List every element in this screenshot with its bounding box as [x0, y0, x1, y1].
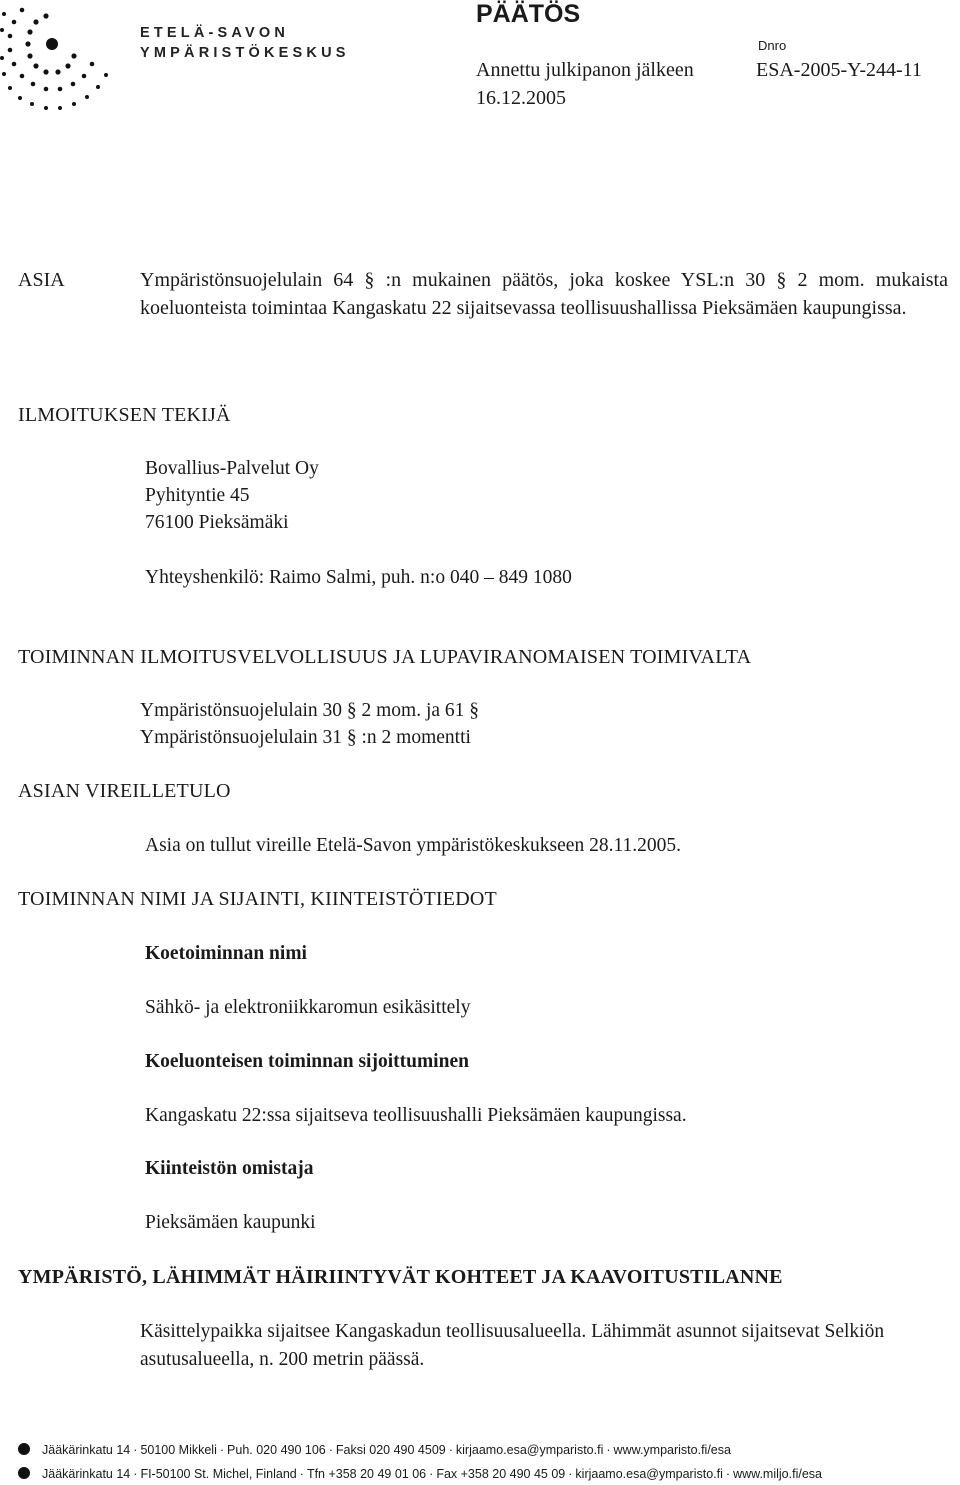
omistaja-text: Pieksämäen kaupunki	[145, 1212, 316, 1233]
omistaja-heading: Kiinteistön omistaja	[145, 1158, 314, 1179]
separator-dot: ·	[219, 1443, 225, 1457]
document-type: PÄÄTÖS	[476, 0, 581, 28]
asia-heading: ASIA	[18, 269, 65, 291]
dnro-label: Dnro	[758, 38, 787, 53]
logo-line2: YMPÄRISTÖKESKUS	[140, 45, 350, 61]
koetoiminta-name-heading: Koetoiminnan nimi	[145, 943, 307, 964]
separator-dot: ·	[133, 1467, 138, 1481]
ilmoittaja-heading: ILMOITUKSEN TEKIJÄ	[18, 404, 231, 426]
toimivalta-heading: TOIMINNAN ILMOITUSVELVOLLISUUS JA LUPAVIRANOMAISEN TOIMIVALTA	[18, 646, 752, 668]
sijoittuminen-text: Kangaskatu 22:ssa sijaitseva teollisuushalli Pieksämäen kaupungissa.	[145, 1105, 687, 1126]
separator-dot: ·	[328, 1443, 333, 1457]
dnro-value: ESA-2005-Y-244-11	[756, 59, 922, 81]
footer-fi-address: Jääkärinkatu 14	[42, 1443, 131, 1457]
separator-dot: ·	[606, 1443, 611, 1457]
separator-dot: ·	[429, 1467, 434, 1481]
annettu-text: Annettu julkipanon jälkeen	[476, 59, 694, 81]
footer-en-postal: FI-50100 St. Michel, Finland	[140, 1467, 297, 1481]
footer-fi-postal: 50100 Mikkeli	[140, 1443, 217, 1457]
separator-dot: ·	[133, 1443, 138, 1457]
toiminta-heading: TOIMINNAN NIMI JA SIJAINTI, KIINTEISTÖTIEDOT	[18, 888, 497, 910]
footer-bullet-icon	[18, 1443, 30, 1455]
footer-en-email[interactable]: kirjaamo.esa@ymparisto.fi	[575, 1467, 723, 1481]
separator-dot: ·	[448, 1443, 453, 1457]
separator-dot: ·	[725, 1467, 731, 1481]
footer-bullet-icon	[18, 1467, 30, 1479]
ilmoittaja-company: Bovallius-Palvelut Oy	[145, 458, 319, 479]
vireilletulo-text: Asia on tullut vireille Etelä-Savon ympäristökeskukseen 28.11.2005.	[145, 835, 681, 856]
separator-dot: ·	[568, 1467, 573, 1481]
logo	[0, 0, 360, 110]
footer-fi	[18, 1443, 731, 1457]
footer-fi-web[interactable]: www.ymparisto.fi/esa	[613, 1443, 731, 1457]
decision-date: 16.12.2005	[476, 87, 566, 109]
footer-en-web[interactable]: www.miljo.fi/esa	[733, 1467, 822, 1481]
toimivalta-line2: Ympäristönsuojelulain 31 § :n 2 momentti	[140, 727, 471, 748]
sijoittuminen-heading: Koeluonteisen toiminnan sijoittuminen	[145, 1051, 469, 1072]
footer-en-phone: Tfn +358 20 49 01 06	[306, 1467, 427, 1481]
ilmoittaja-city: 76100 Pieksämäki	[145, 512, 289, 533]
ymparisto-text: Käsittelypaikka sijaitsee Kangaskadun teollisuusalueella. Lähimmät asunnot sijaitsevat Selkiön asutusalueella, n. 200 metrin päässä.	[140, 1321, 885, 1370]
asia-text: Ympäristönsuojelulain 64 § :n mukainen päätös, joka koskee YSL:n 30 § 2 mom. mukaista koeluonteista toimintaa Kangaskatu 22 sijaitsevassa teollisuushallissa Pieksämäen kaupungissa.	[140, 269, 948, 319]
logo-line1: ETELÄ-SAVON	[140, 25, 290, 41]
vireilletulo-heading: ASIAN VIREILLETULO	[18, 780, 231, 802]
footer-en	[18, 1467, 822, 1481]
footer-en-fax: Fax +358 20 490 45 09	[436, 1467, 566, 1481]
koetoiminta-name: Sähkö- ja elektroniikkaromun esikäsittely	[145, 997, 471, 1018]
ymparisto-heading: YMPÄRISTÖ, LÄHIMMÄT HÄIRIINTYVÄT KOHTEET JA KAAVOITUSTILANNE	[18, 1266, 783, 1288]
footer-en-address: Jääkärinkatu 14	[42, 1467, 131, 1481]
ilmoittaja-contact: Yhteyshenkilö: Raimo Salmi, puh. n:o 040 – 849 1080	[145, 567, 572, 588]
footer-fi-phone: Puh. 020 490 106	[227, 1443, 326, 1457]
separator-dot: ·	[299, 1467, 304, 1481]
footer-fi-fax: Faksi 020 490 4509	[335, 1443, 446, 1457]
toimivalta-line1: Ympäristönsuojelulain 30 § 2 mom. ja 61 §	[140, 700, 480, 721]
logo-dots-icon	[0, 0, 120, 110]
footer-fi-email[interactable]: kirjaamo.esa@ymparisto.fi	[455, 1443, 604, 1457]
ilmoittaja-street: Pyhityntie 45	[145, 485, 250, 506]
